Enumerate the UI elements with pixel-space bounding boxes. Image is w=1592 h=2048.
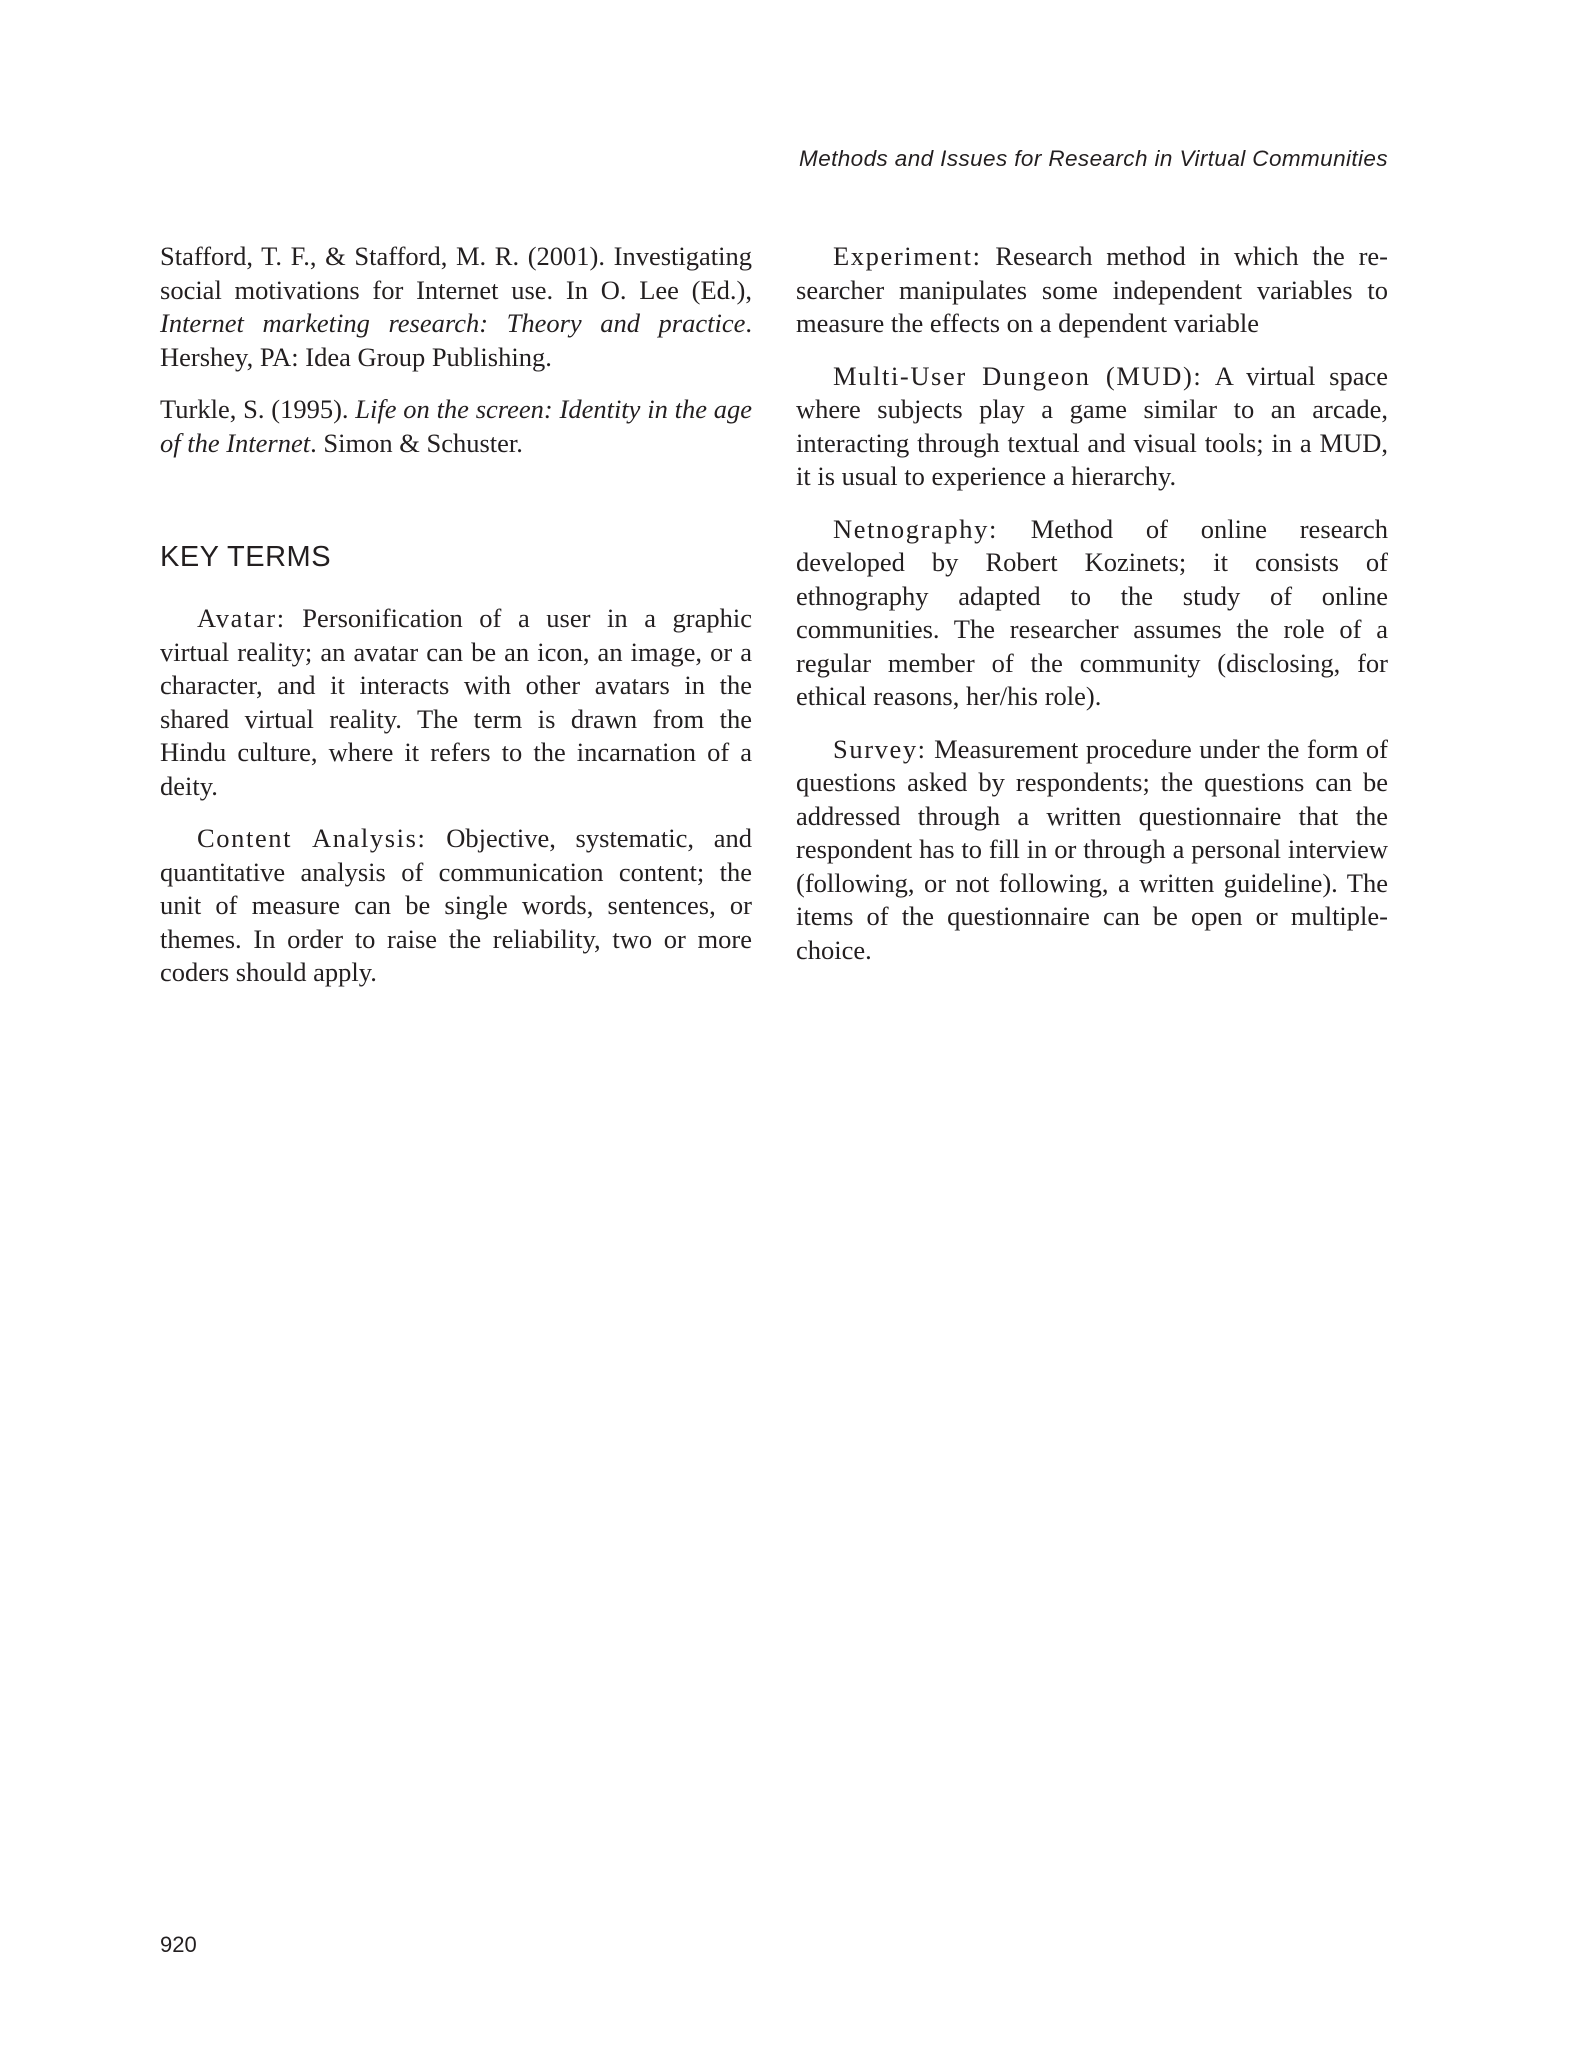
term-definition: Objective, systematic, and quantitative analysis of communication content; the unit of measure can be single words, sentences, or themes. In order to raise the reliability, two or more coders should apply. [160, 823, 753, 987]
reference-stafford [160, 240, 752, 374]
reference-publisher: . Simon & Schuster. [310, 427, 523, 458]
term-definition: A virtual space where subjects play a game similar to an arcade, interacting through textual and visual tools; in a MUD, it is usual to experience a hierarchy. [796, 360, 1388, 491]
running-header: Methods and Issues for Research in Virtual Communities [799, 146, 1388, 171]
term-definition: Personification of a user in a graphic virtual reality; an avatar can be an icon, an image, or a character, and it interacts with other avatars in the shared virtual reality. The term is drawn from the Hindu culture, where it refers to the incarnation of a deity. [160, 603, 752, 801]
term-definition: Research method in which the researcher manipulates some independent variables to measure the effects on a dependent variable [796, 241, 1388, 338]
term-label: Survey: [833, 733, 927, 764]
reference-turkle [160, 393, 752, 460]
term-mud [796, 360, 1388, 494]
term-content-analysis [160, 822, 752, 990]
term-experiment [796, 240, 1388, 341]
left-column [160, 240, 752, 1009]
term-survey [796, 733, 1388, 968]
term-label: Experiment: [833, 241, 982, 271]
term-definition: Method of online research developed by Robert Kozinets; it consists of ethnography adapted to the study of online communities. The researcher assumes the role of a regular member of the community (disclosing, for ethical reasons, her/his role). [796, 513, 1388, 711]
term-label: Netnography: [833, 513, 998, 544]
term-netnography [796, 513, 1388, 714]
term-avatar [160, 602, 752, 803]
right-column [796, 240, 1388, 986]
key-terms-heading: KEY TERMS [160, 541, 332, 573]
term-label: Multi-User Dungeon (MUD): [833, 360, 1203, 391]
term-label: Avatar: [197, 603, 286, 633]
term-definition: Measurement procedure under the form of questions asked by respondents; the questions can be addressed through a written questionnaire that the respondent has to fill in or through a personal interview (following, or not following, a written guideline). The items of the questionnaire can be open or multiple-choice. [796, 733, 1388, 965]
page-number: 920 [160, 1932, 197, 1957]
reference-title: Internet marketing research: Theory and practice [160, 308, 746, 338]
reference-text: Stafford, T. F., & Stafford, M. R. (2001). Investigating social motivations for Internet use. In O. Lee (Ed.), [160, 241, 752, 305]
reference-text: Turkle, S. (1995). [160, 394, 356, 424]
term-label: Content Analysis: [197, 823, 427, 853]
reference-title: Life on the screen: Identity in the age of the Internet [160, 394, 752, 458]
reference-publisher: . Hershey, PA: Idea Group Publishing. [160, 308, 752, 372]
